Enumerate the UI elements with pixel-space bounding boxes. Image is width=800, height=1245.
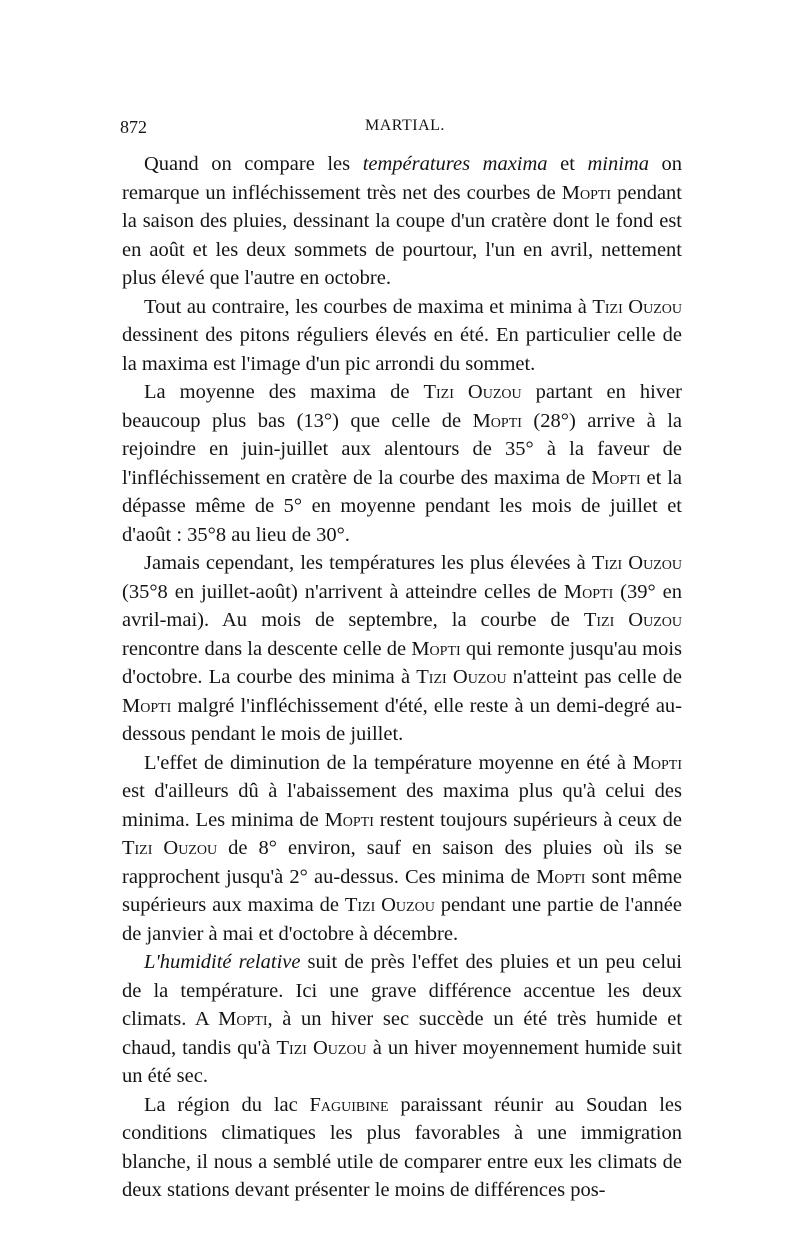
text-run: n'atteint pas celle de: [506, 666, 682, 688]
text-run: paraissant réunir au Soudan les conditions climatiques les plus favorables à une immigration blanche, il nous a semblé utile de comparer entre eux les climats de deux stations devant présenter le moins de différences pos-: [122, 1093, 682, 1201]
place-name: Tizi Ouzou: [276, 1036, 367, 1059]
place-name: Tizi Ouzou: [344, 894, 435, 916]
paragraph-tizi-ouzou-curves: [122, 293, 682, 379]
text-run: La moyenne des maxima de: [144, 381, 424, 403]
place-name: Tizi Ouzou: [591, 552, 682, 574]
text-run: L'effet de diminution de la température moyenne en été à: [144, 751, 633, 774]
italic-term: minima: [587, 153, 649, 175]
text-run: de 8° environ, sauf en saison des pluies où ils se rapprochent jusqu'à 2° au-dessus. Ces minima de: [122, 837, 682, 888]
running-head: MARTIAL.: [365, 117, 445, 134]
paragraph-temperature-comparison: [122, 150, 682, 293]
place-name: Mopti: [591, 466, 641, 489]
italic-term: températures maxima: [362, 153, 548, 175]
text-run: partant en hiver beaucoup plus bas (13°) que celle de: [122, 381, 682, 432]
page-header: [120, 117, 680, 141]
place-name: Mopti: [324, 808, 374, 831]
text-run: Jamais cependant, les températures les plus élevées à: [144, 552, 592, 574]
text-run: restent toujours supérieurs à ceux de: [373, 808, 682, 831]
place-name: Tizi Ouzou: [423, 381, 522, 403]
text-run: qui remonte jusqu'au mois d'octobre. La courbe des minima à: [122, 637, 682, 688]
text-run: (39° en avril-mai). Au mois de septembre, la courbe de: [122, 580, 682, 631]
text-run: est d'ailleurs dû à l'abaissement des maxima plus qu'à celui des minima. Les minima de: [122, 780, 682, 831]
page-number: 872: [120, 117, 147, 137]
text-run: malgré l'infléchissement d'été, elle reste à un demi-degré au-dessous pendant le mois de juillet.: [122, 694, 682, 745]
place-name: Mopti: [563, 580, 614, 603]
place-name: Faguibine: [309, 1093, 389, 1116]
paragraph-maxima-average: [122, 378, 682, 549]
text-run: La région du lac: [144, 1093, 310, 1116]
text-run: (28°) arrive à la rejoindre en juin-juillet aux alentours de 35° à la faveur de l'infléchissement en cratère de la courbe des maxima de: [122, 409, 682, 489]
text-run: pendant la saison des pluies, dessinant la coupe d'un cratère dont le fond est en août et les deux sommets de pourtour, l'un en avril, nettement plus élevé que l'autre en octobre.: [122, 181, 682, 289]
place-name: Tizi Ouzou: [583, 609, 682, 631]
place-name: Mopti: [561, 181, 612, 204]
text-run: (35°8 en juillet-août) n'arrivent à atteindre celles de: [122, 580, 564, 603]
italic-term: L'humidité relative: [144, 951, 301, 973]
text-run: suit de près l'effet des pluies et un peu celui de la température. Ici une grave différence accentue les deux climats. A: [122, 951, 682, 1030]
text-run: et: [547, 153, 588, 175]
place-name: Mopti: [632, 751, 682, 774]
text-run: rencontre dans la descente celle de: [122, 637, 412, 660]
place-name: Mopti: [536, 865, 586, 888]
place-name: Mopti: [411, 637, 461, 660]
text-run: dessinent des pitons réguliers élevés en été. En particulier celle de la maxima est l'image d'un pic arrondi du sommet.: [122, 324, 682, 375]
place-name: Mopti: [472, 409, 522, 432]
place-name: Tizi Ouzou: [416, 666, 507, 688]
text-run: à un hiver moyennement humide suit un été sec.: [122, 1036, 682, 1087]
place-name: Tizi Ouzou: [122, 837, 218, 859]
text-run: , à un hiver sec succède un été très humide et chaud, tandis qu'à: [122, 1008, 683, 1059]
paragraph-faguibine-region: [122, 1091, 682, 1205]
paragraph-highest-temperatures: [122, 549, 682, 749]
body-text: [122, 150, 682, 1205]
paragraph-relative-humidity: [122, 948, 682, 1091]
text-run: pendant une partie de l'année de janvier à mai et d'octobre à décembre.: [122, 894, 682, 945]
place-name: Mopti: [122, 694, 172, 717]
paragraph-mean-temperature-effect: [122, 749, 682, 949]
text-run: Quand on compare les: [144, 153, 363, 175]
text-run: sont même supérieurs aux maxima de: [122, 865, 682, 916]
text-run: on remarque un infléchissement très net des courbes de: [122, 153, 682, 204]
text-run: Tout au contraire, les courbes de maxima et minima à: [144, 295, 593, 318]
text-run: et la dépasse même de 5° en moyenne pendant les mois de juillet et d'août : 35°8 au lieu de 30°.: [122, 466, 683, 546]
place-name: Mopti: [218, 1008, 268, 1030]
place-name: Tizi Ouzou: [592, 295, 682, 318]
